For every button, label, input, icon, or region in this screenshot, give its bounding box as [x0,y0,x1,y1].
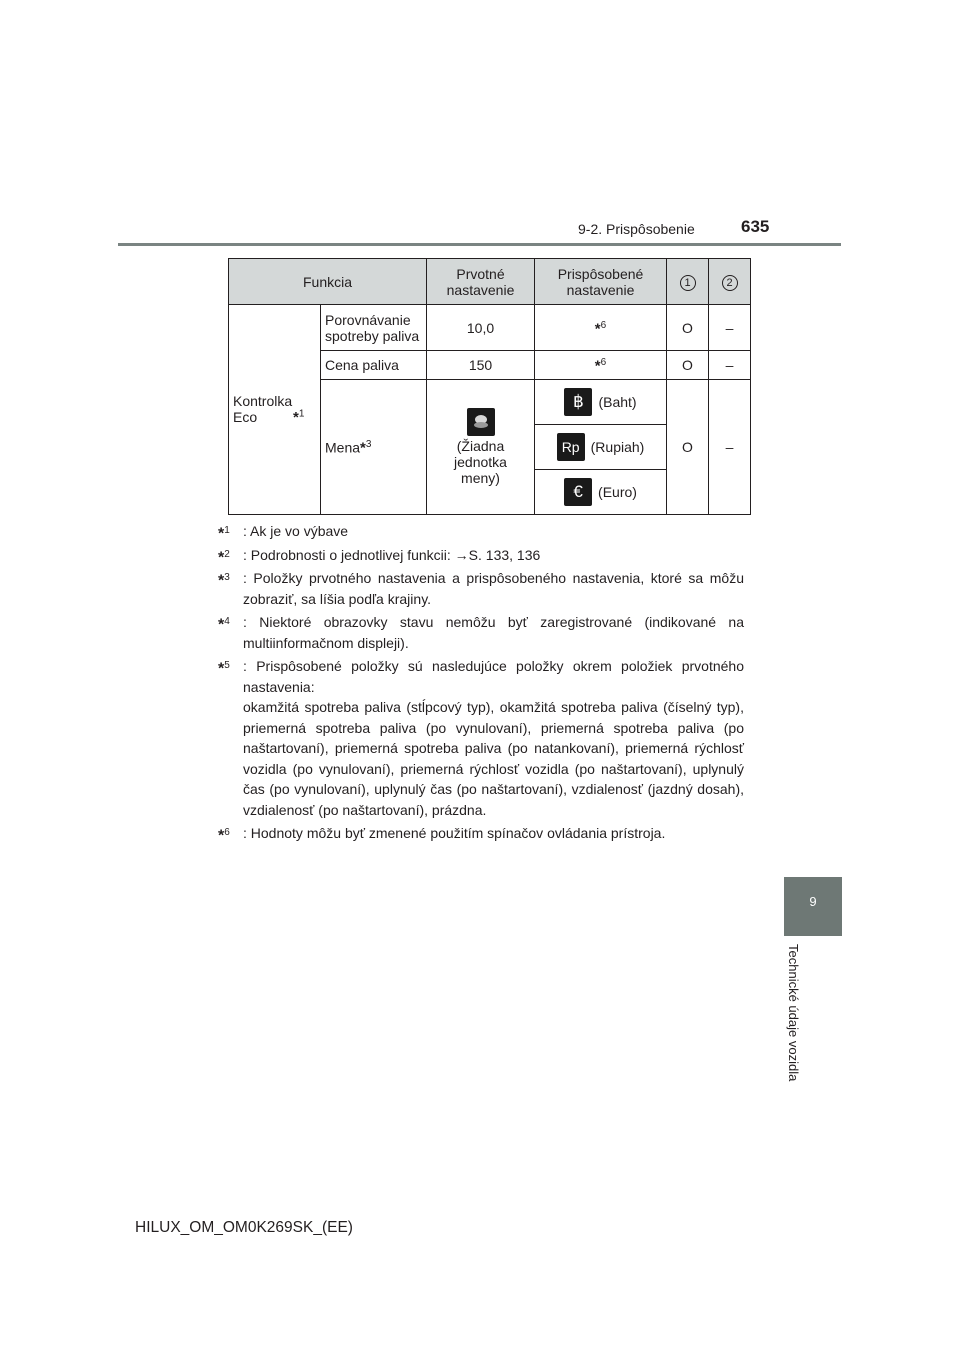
row-custom: *$^6$ [535,351,667,380]
row-col1: O [667,305,709,351]
row-initial: 10,0 [427,305,535,351]
chapter-number: 9 [809,894,817,909]
header-initial: Prvotné nastavenie [427,259,535,305]
row-function: Cena paliva [321,351,427,380]
settings-table [228,258,751,515]
table-row [229,305,751,351]
footnotes [218,521,744,847]
document-code: HILUX_OM_OM0K269SK_(EE) [135,1219,353,1236]
currency-option: € (Euro) [535,470,667,515]
row-col2: – [709,351,751,380]
header-rule [118,243,841,246]
circled-1-icon: 1 [680,275,696,291]
row-function-currency: Mena*$^3$ [321,380,427,515]
row-custom: *$^6$ [535,305,667,351]
no-currency-icon [467,408,495,436]
footnote: *$^2$ : Podrobnosti o jednotlivej funkcii: →S. 133, 136 [218,546,541,567]
group-label: Kontrolka Eco [233,393,293,425]
group-label-cell [229,305,321,515]
row-col1: O [667,351,709,380]
header-col2 [709,259,751,305]
euro-icon: € [564,478,592,506]
header-custom: Prispôsobené nastavenie [535,259,667,305]
page-number: 635 [741,217,770,236]
group-note: 1 [298,408,305,420]
header-section-title: 9-2. Prispôsobenie [578,221,695,237]
chapter-tab [784,877,842,936]
header-function: Funkcia [229,259,427,305]
row-col2: – [709,380,751,515]
header-col1 [667,259,709,305]
currency-option: Rp (Rupiah) [535,425,667,470]
row-initial-currency: (Žiadna jednotka meny) [427,380,535,515]
row-initial: 150 [427,351,535,380]
circled-2-icon: 2 [722,275,738,291]
row-function: Porovnávanie spotreby paliva [321,305,427,351]
footnote: *$^5$ : Prispôsobené položky sú nasledujúce položky okrem položiek prvotného nastavenia: okamžitá spotreba paliva (stĺpcový typ), okamžitá spotreba paliva (číselný typ), priemerná spotreba paliva (po vynulovaní), priemerná spotreba paliva (po naštartovaní), priemerná spotreba paliva (po natankovaní), priemerná rýchlosť vozidla (po vynulovaní), priemerná rýchlosť vozidla (po naštartovaní), uplynulý čas (po vynulovaní), uplynulý čas (po naštartovaní), vzdialenosť (jazdný dosah), vzdialenosť (po naštartovaní), prázdna. [218,658,744,818]
currency-option: ฿ (Baht) [535,380,667,425]
baht-icon: ฿ [564,388,592,416]
footnote: *$^6$ : Hodnoty môžu byť zmenené použitím spínačov ovládania prístroja. [218,825,666,845]
row-col1: O [667,380,709,515]
chapter-label: Technické údaje vozidla [786,944,801,1082]
group-asterisk: * [293,409,299,426]
row-col2: – [709,305,751,351]
rupiah-icon: Rp [557,433,585,461]
table-header-row [229,259,751,305]
footnote: *$^1$ : Ak je vo výbave [218,523,349,543]
footnote: *$^3$ : Položky prvotného nastavenia a prispôsobeného nastavenia, ktoré sa môžu zobraziť, sa líšia podľa krajiny. [218,570,744,607]
footnote: *$^4$ : Niektoré obrazovky stavu nemôžu byť zaregistrované (indikované na multiinformačnom displeji). [218,614,744,651]
